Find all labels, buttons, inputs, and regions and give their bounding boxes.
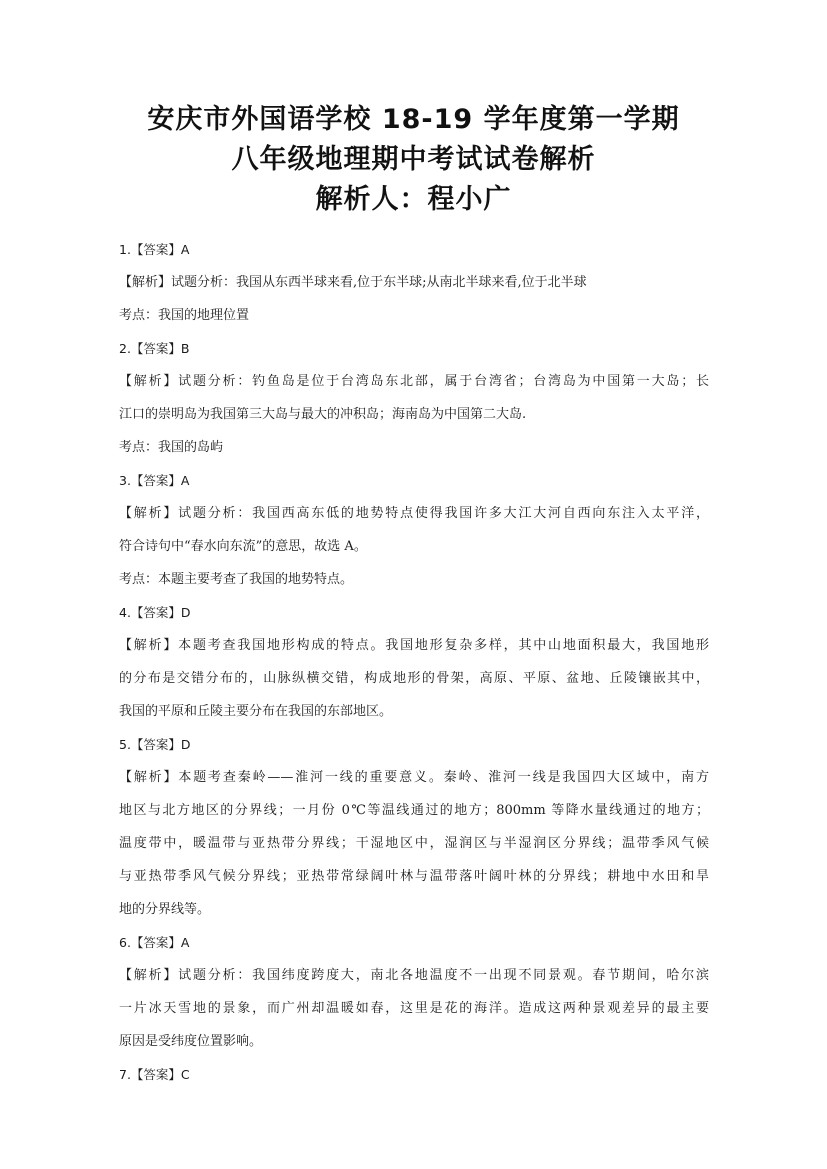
analysis-line: 江口的崇明岛为我国第三大岛与最大的冲积岛；海南岛为中国第二大岛. <box>119 407 527 422</box>
analysis-line: 地的分界线等。 <box>119 902 211 917</box>
answer-line: 5.【答案】D <box>119 737 191 752</box>
analysis-line: 符合诗句中“春水向东流”的意思，故选 A。 <box>119 539 367 554</box>
title-line-3: 解析人：程小广 <box>315 184 512 215</box>
title-line-2: 八年级地理期中考试试卷解析 <box>231 144 596 175</box>
analysis-line: 温度带中，暖温带与亚热带分界线；干湿地区中，湿润区与半湿润区分界线；温带季风气候 <box>119 836 709 851</box>
analysis-line: 我国的平原和丘陵主要分布在我国的东部地区。 <box>119 704 393 719</box>
analysis-line: 【解析】试题分析：我国西高东低的地势特点使得我国许多大江大河自西向东注入太平洋， <box>119 506 709 521</box>
analysis-line: 的分布是交错分布的，山脉纵横交错，构成地形的骨架，高原、平原、盆地、丘陵镶嵌其中， <box>119 671 709 686</box>
answer-line: 1.【答案】A <box>119 242 190 257</box>
answer-line: 3.【答案】A <box>119 473 190 488</box>
key-point-line: 考点：本题主要考查了我国的地势特点。 <box>119 572 354 587</box>
answer-line: 4.【答案】D <box>119 605 191 620</box>
answer-line: 2.【答案】B <box>119 341 190 356</box>
analysis-line: 【解析】试题分析：钓鱼岛是位于台湾岛东北部，属于台湾省；台湾岛为中国第一大岛；长 <box>119 374 709 389</box>
analysis-line: 与亚热带季风气候分界线；亚热带常绿阔叶林与温带落叶阔叶林的分界线；耕地中水田和旱 <box>119 869 709 884</box>
title-line-1: 安庆市外国语学校 18-19 学年度第一学期 <box>147 104 680 135</box>
analysis-line: 原因是受纬度位置影响。 <box>119 1034 263 1049</box>
answer-line: 7.【答案】C <box>119 1067 190 1082</box>
answer-line: 6.【答案】A <box>119 935 190 950</box>
analysis-line: 【解析】本题考查秦岭——淮河一线的重要意义。秦岭、淮河一线是我国四大区域中，南方 <box>119 770 709 785</box>
document-title <box>0 100 827 220</box>
key-point-line: 考点：我国的岛屿 <box>119 440 224 455</box>
answer-analysis-body <box>119 233 709 1091</box>
analysis-line: 【解析】本题考查我国地形构成的特点。我国地形复杂多样，其中山地面积最大，我国地形 <box>119 638 709 653</box>
key-point-line: 考点：我国的地理位置 <box>119 308 250 323</box>
analysis-line: 【解析】试题分析：我国纬度跨度大，南北各地温度不一出现不同景观。春节期间，哈尔滨 <box>119 968 709 983</box>
analysis-line: 【解析】试题分析：我国从东西半球来看,位于东半球;从南北半球来看,位于北半球 <box>119 275 587 290</box>
analysis-line: 地区与北方地区的分界线；一月份 0℃等温线通过的地方；800mm 等降水量线通过的地方； <box>119 803 709 818</box>
analysis-line: 一片冰天雪地的景象，而广州却温暖如春，这里是花的海洋。造成这两种景观差异的最主要 <box>119 1001 709 1016</box>
